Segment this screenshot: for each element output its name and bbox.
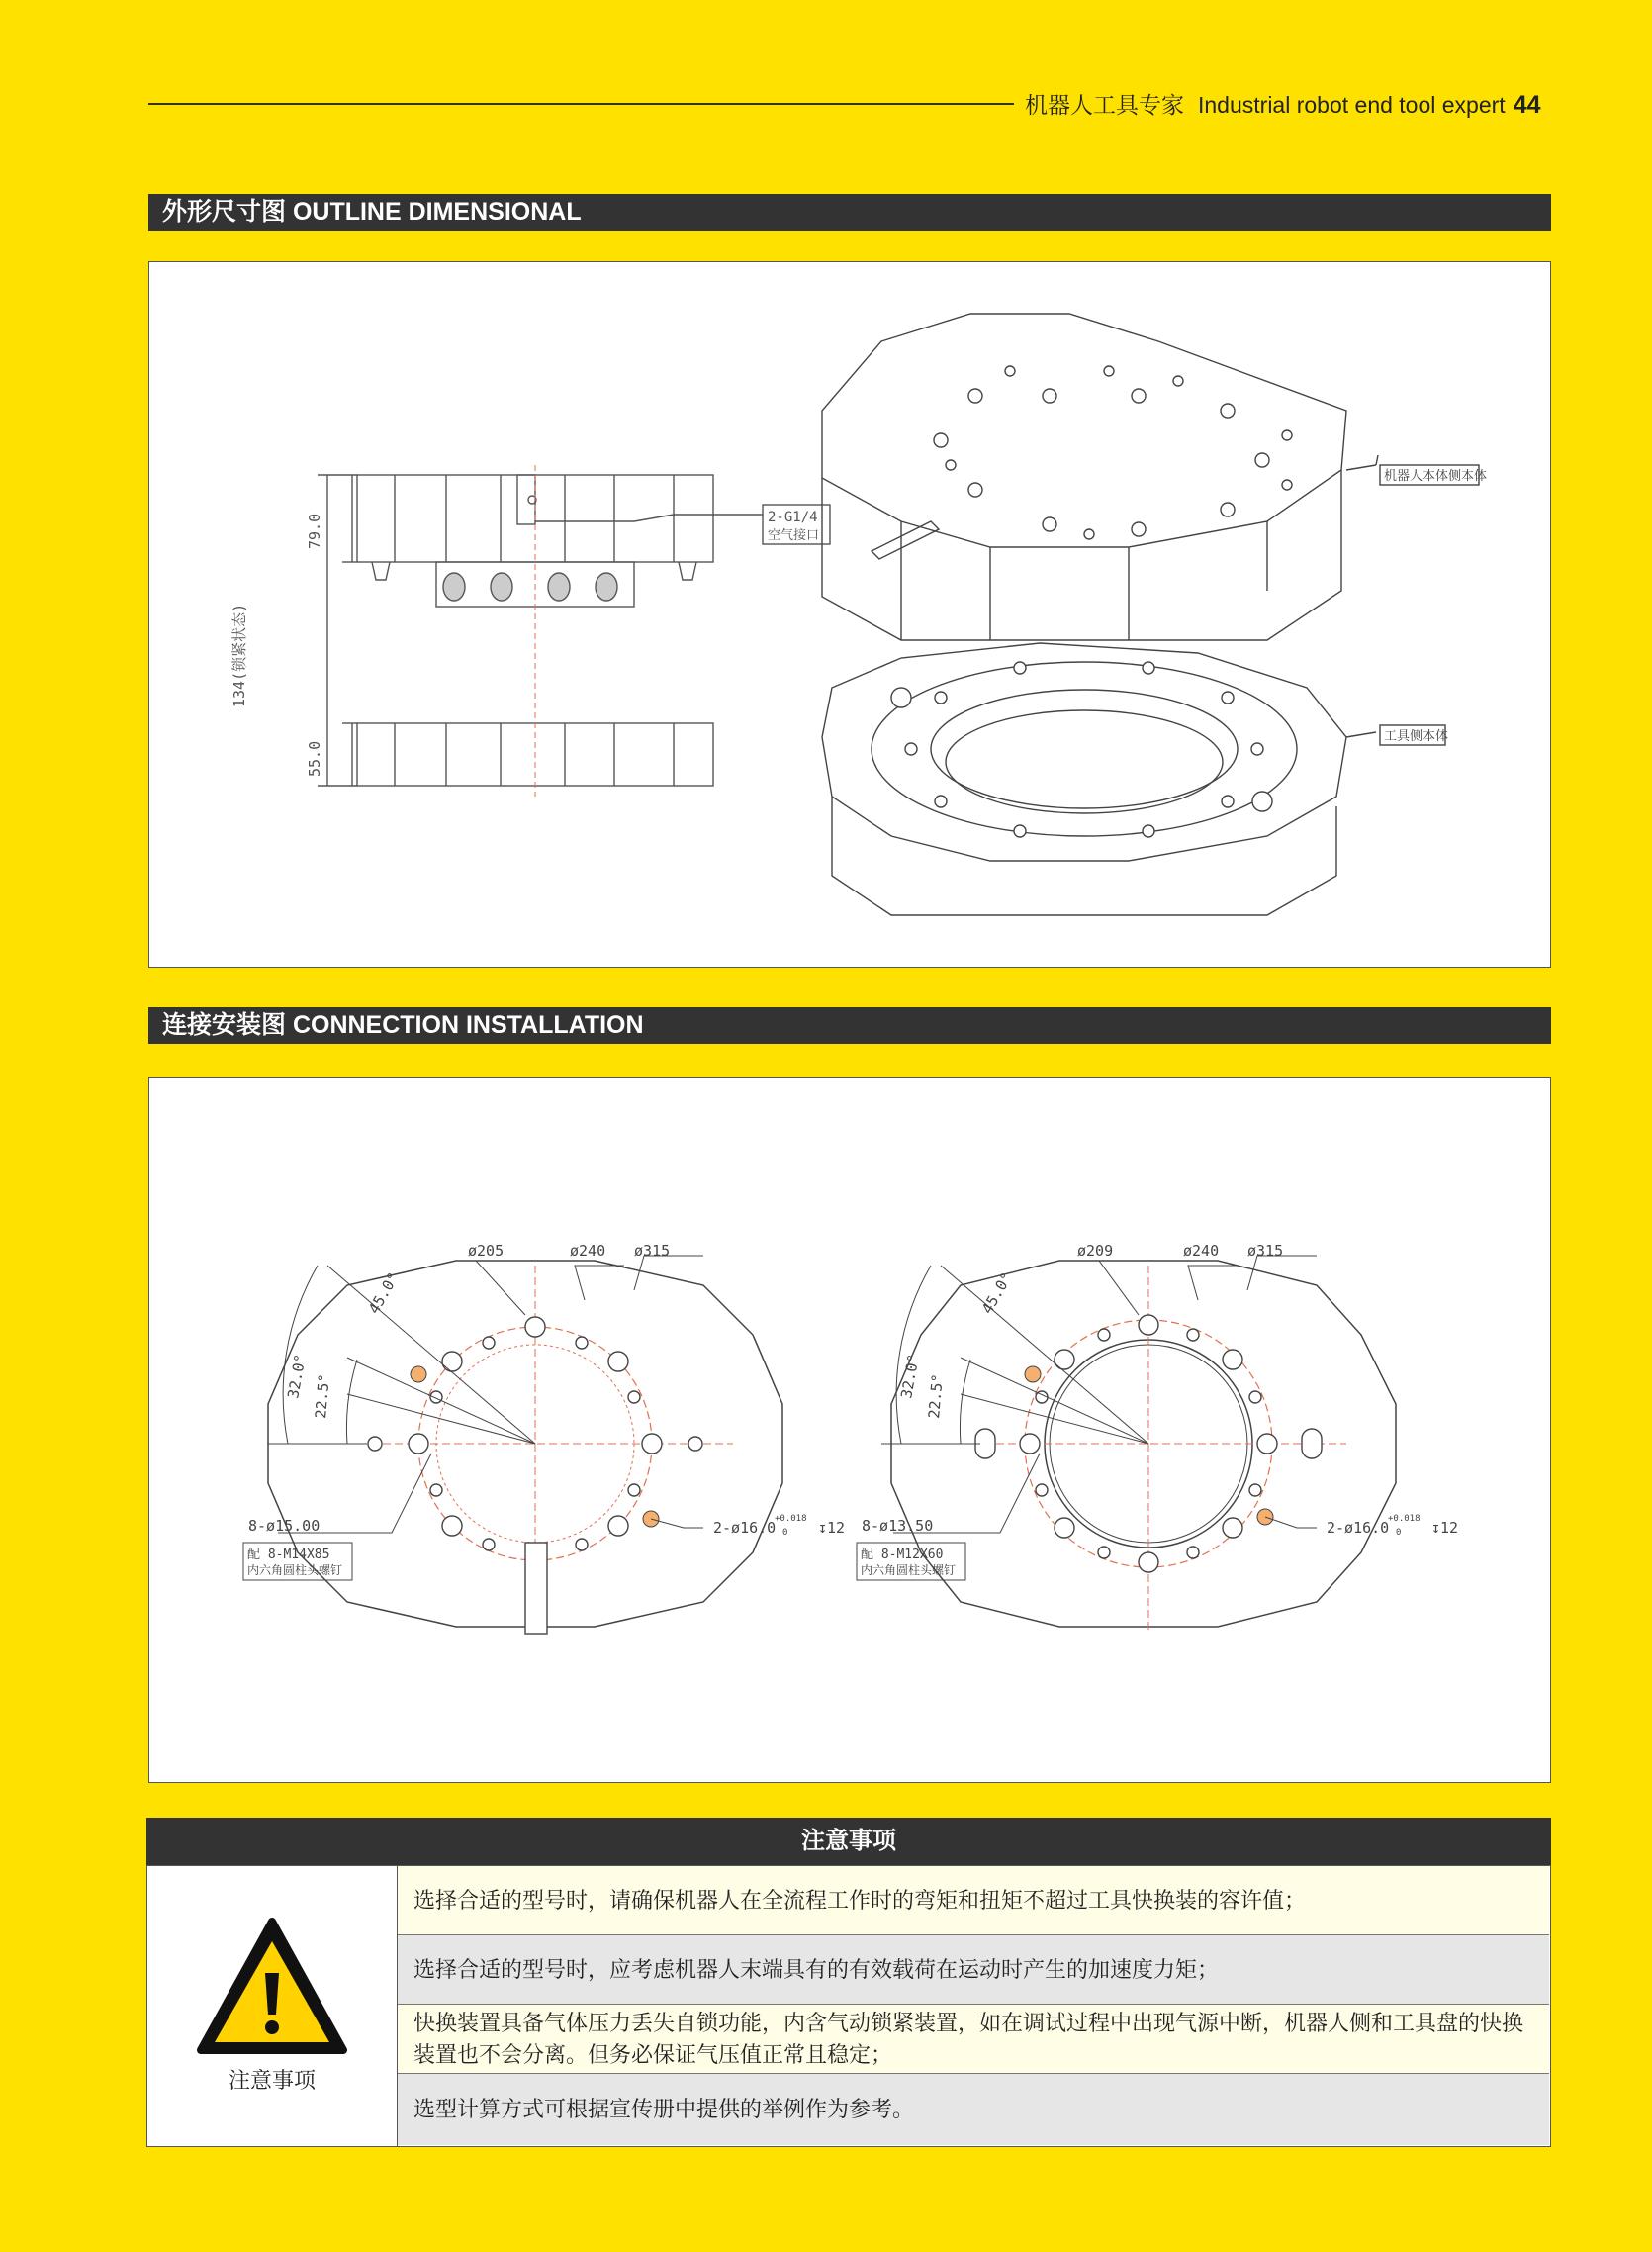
robot-side-iso xyxy=(822,314,1479,640)
notice-table xyxy=(146,1865,1551,2147)
notice-item: 快换装置具备气体压力丢失自锁功能，内含气动锁紧装置，如在调试过程中出现气源中断，机器人侧和工具盘的快换装置也不会分离。但务必保证气压值正常且稳定； xyxy=(398,2005,1549,2074)
right-pin-depth: ↧12 xyxy=(1431,1519,1459,1537)
right-pin: 2-ø16.0 xyxy=(1327,1519,1390,1537)
notice-icon-label: 注意事项 xyxy=(228,2068,316,2093)
right-bolt-type: 内六角圆柱头螺钉 xyxy=(861,1563,957,1577)
notice-item: 选择合适的型号时，请确保机器人在全流程工作时的弯矩和扭矩不超过工具快换装的容许值； xyxy=(398,1866,1549,1935)
right-pin-tol-low: 0 xyxy=(1396,1528,1402,1538)
right-angle45: 45.0° xyxy=(977,1268,1017,1317)
robot-side-label: 机器人本体侧本体 xyxy=(1384,469,1488,484)
notice-title: 注意事项 xyxy=(146,1818,1551,1865)
dim-79: 79.0 xyxy=(306,513,323,549)
right-bolt: 配 8-M12X60 xyxy=(861,1548,944,1562)
right-angle32: 32.0° xyxy=(897,1353,923,1400)
robot-flange-plate xyxy=(243,1242,845,1634)
left-bolt: 配 8-M14X85 xyxy=(247,1548,330,1562)
left-d240: ø240 xyxy=(570,1242,606,1260)
notice-item: 选择合适的型号时，应考虑机器人末端具有的有效载荷在运动时产生的加速度力矩； xyxy=(398,1935,1549,2005)
notice-icon-cell xyxy=(147,1866,398,2146)
tool-flange-plate xyxy=(857,1242,1458,1632)
right-pin-tol-up: +0.018 xyxy=(1388,1514,1421,1524)
left-bolt-type: 内六角圆柱头螺钉 xyxy=(247,1563,343,1577)
right-angle22: 22.5° xyxy=(925,1372,947,1420)
left-pin-depth: ↧12 xyxy=(818,1519,846,1537)
tool-side-iso xyxy=(822,643,1445,915)
left-d205: ø205 xyxy=(468,1242,505,1260)
header-rule xyxy=(148,103,1014,105)
left-angle45: 45.0° xyxy=(364,1268,404,1317)
section-title-connection: 连接安装图 CONNECTION INSTALLATION xyxy=(148,1007,1551,1044)
left-pin-tol-up: +0.018 xyxy=(775,1514,807,1524)
outline-drawing-panel xyxy=(148,261,1551,968)
notice-item: 选型计算方式可根据宣传册中提供的举例作为参考。 xyxy=(398,2074,1549,2145)
air-port-block xyxy=(517,475,535,524)
header-cn-title: 机器人工具专家 xyxy=(1025,92,1184,118)
outline-drawing xyxy=(149,262,1550,967)
port-label: 2-G1/4 xyxy=(768,510,818,525)
dim-134: 134(锁紧状态) xyxy=(230,603,248,707)
left-holes: 8-ø15.00 xyxy=(248,1517,321,1535)
left-angle22: 22.5° xyxy=(312,1372,333,1420)
right-d240: ø240 xyxy=(1183,1242,1220,1260)
left-pin: 2-ø16.0 xyxy=(713,1519,777,1537)
page-header xyxy=(1025,87,1541,120)
right-d209: ø209 xyxy=(1077,1242,1114,1260)
left-pin-tol-low: 0 xyxy=(782,1528,788,1538)
port-desc: 空气接口 xyxy=(768,528,820,543)
header-en-title: Industrial robot end tool expert xyxy=(1198,92,1506,118)
tool-side-label: 工具侧本体 xyxy=(1384,729,1449,744)
right-holes: 8-ø13.50 xyxy=(862,1517,934,1535)
page-number: 44 xyxy=(1513,91,1541,119)
section-title-outline: 外形尺寸图 OUTLINE DIMENSIONAL xyxy=(148,194,1551,231)
dim-55: 55.0 xyxy=(306,740,323,777)
connection-drawing xyxy=(149,1078,1550,1782)
connection-drawing-panel xyxy=(148,1077,1551,1783)
left-angle32: 32.0° xyxy=(284,1353,310,1400)
warning-icon xyxy=(193,1914,351,2062)
left-d315: ø315 xyxy=(634,1242,671,1260)
right-d315: ø315 xyxy=(1247,1242,1284,1260)
